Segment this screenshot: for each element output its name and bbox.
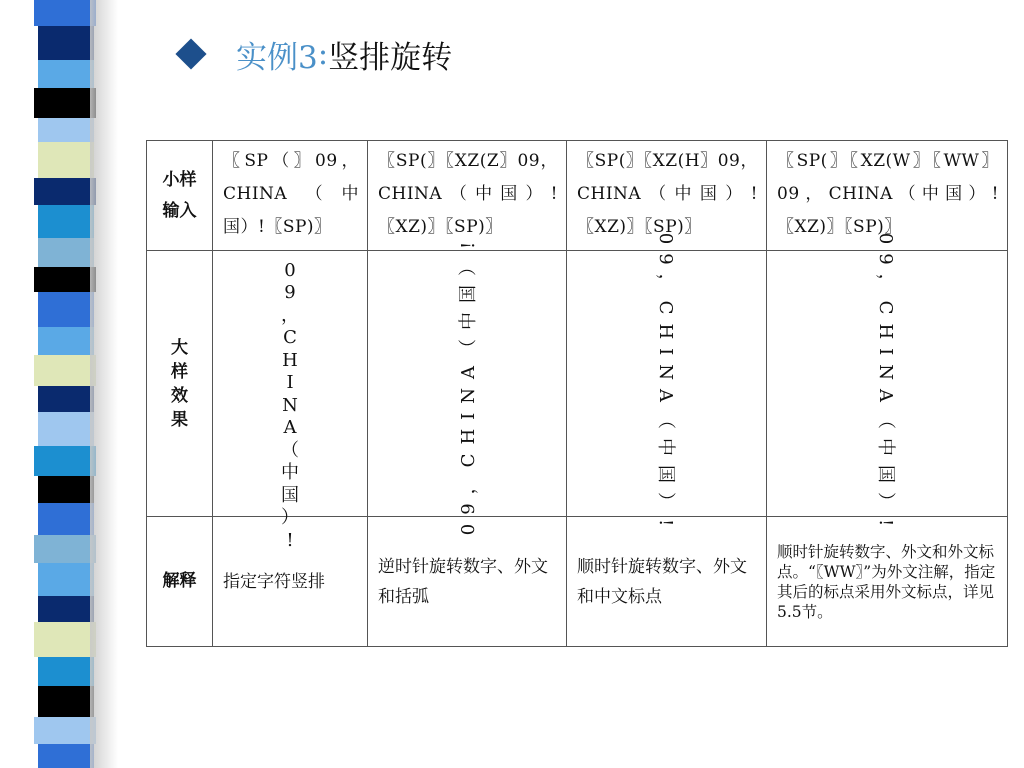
stacked-char: 0 — [284, 259, 296, 281]
ribbon-stripe — [38, 412, 94, 446]
input-cell-4: 〖SP(〗〖XZ(W〗〖WW〗09，CHINA（中国）!〖XZ)〗〖SP)〗 — [767, 141, 1008, 251]
stacked-char: H — [282, 349, 298, 371]
diamond-bullet-icon — [175, 38, 206, 69]
ribbon-stripe — [38, 476, 94, 503]
slide-title — [176, 30, 452, 78]
ribbon-stripe — [38, 744, 94, 768]
explain-cell-2: 逆时针旋转数字、外文和括弧 — [368, 517, 567, 647]
ribbon-stripe — [38, 118, 94, 142]
ribbon-stripe — [38, 657, 94, 686]
stacked-char: I — [286, 372, 294, 393]
stacked-char: ） — [281, 507, 299, 528]
stacked-char: ! — [286, 529, 294, 551]
ribbon-stripe — [34, 622, 96, 657]
table-row-explain — [147, 517, 1008, 647]
title-separator: : — [317, 36, 329, 72]
input-cell-1: 〖SP（〗09，CHINA（中国）!〖SP)〗 — [213, 141, 368, 251]
stacked-char: N — [282, 394, 298, 416]
input-cell-2: 〖SP(〗〖XZ(Z〗09，CHINA（中国）!〖XZ)〗〖SP)〗 — [368, 141, 567, 251]
ribbon-stripe — [34, 535, 96, 563]
ribbon-stripe — [38, 686, 94, 717]
ribbon-stripe — [38, 60, 94, 88]
stacked-char: ， — [281, 304, 299, 326]
explain-cell-4: 顺时针旋转数字、外文和外文标点。“〖WW〗”为外文注解，指定其后的标点采用外文标点，详见5.5节。 — [767, 517, 1008, 647]
rotated-text-ccw: 09，CHINA（中国）! — [458, 232, 479, 535]
input-cell-3: 〖SP(〗〖XZ(H〗09，CHINA（中国）!〖XZ)〗〖SP)〗 — [567, 141, 767, 251]
explain-cell-1: 指定字符竖排 — [213, 517, 368, 647]
ribbon-stripe — [38, 386, 94, 412]
ribbon-stripe — [38, 503, 94, 535]
ribbon-shadow — [90, 0, 118, 768]
ribbon-stripe — [34, 88, 96, 118]
effect-cell-2 — [368, 232, 567, 535]
ribbon-stripe — [38, 327, 94, 355]
explain-cell-3: 顺时针旋转数字、外文和中文标点 — [567, 517, 767, 647]
example-table — [146, 140, 1008, 647]
ribbon-stripe — [38, 205, 94, 238]
row-header-explain: 解释 — [147, 517, 213, 647]
stacked-char: （ — [281, 439, 299, 461]
stacked-char: 9 — [284, 282, 296, 303]
stacked-char: A — [283, 417, 297, 438]
table-row-effect — [147, 251, 1008, 517]
title-prefix: 实例3 — [236, 39, 318, 76]
effect-cell-4 — [767, 232, 1008, 535]
row-header-effect: 大 样 效 果 — [147, 251, 213, 517]
ribbon-stripe — [34, 717, 96, 744]
ribbon-stripe — [38, 596, 94, 622]
ribbon-stripe — [34, 267, 96, 292]
ribbon-stripe — [38, 142, 94, 178]
row-header-input: 小样 输入 — [147, 141, 213, 251]
rotated-text-cw: 09，CHINA（中国）! — [654, 232, 676, 535]
ribbon-stripe — [38, 238, 94, 267]
ribbon-stripe — [34, 355, 96, 386]
ribbon-stripe — [34, 446, 96, 476]
stacked-char: C — [283, 327, 297, 348]
effect-cell-3 — [567, 232, 767, 535]
vertical-stacked-text — [281, 260, 299, 553]
ribbon-stripe — [34, 178, 96, 205]
title-main: 竖排旋转 — [328, 39, 453, 76]
stacked-char: 中 — [281, 462, 299, 483]
rotated-text-cw-western: 09，CHINA（中国）! — [875, 232, 896, 535]
ribbon-stripe — [34, 0, 96, 26]
effect-cell-1 — [213, 251, 368, 551]
stacked-char: 国 — [281, 484, 299, 506]
ribbon-stripe — [38, 26, 94, 60]
ribbon-stripe — [38, 292, 94, 327]
ribbon-stripe — [38, 563, 94, 596]
decorative-ribbon — [0, 0, 118, 768]
